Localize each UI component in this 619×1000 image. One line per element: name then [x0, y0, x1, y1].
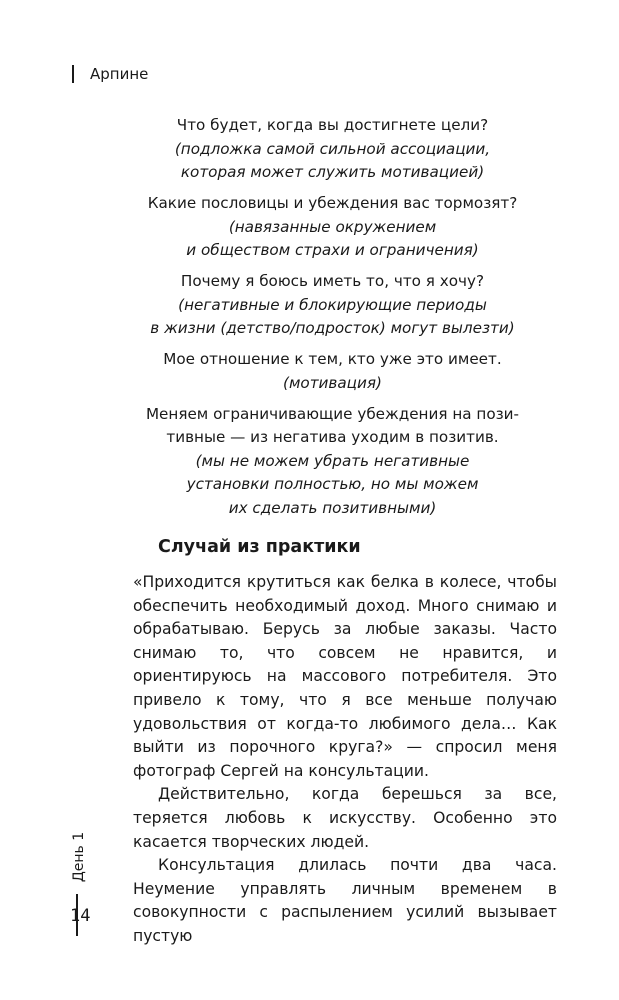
- paragraph: Консультация длилась почти два часа. Неумение управлять личным временем в совокупности с распылением усилий вызывает пустую: [133, 856, 557, 945]
- question-note-line: (негативные и блокирующие периоды: [178, 295, 487, 314]
- question-note-line: и обществом страхи и ограничения): [186, 241, 479, 259]
- question-item: [120, 114, 545, 185]
- beliefs-note-line: установки полностью, но мы можем: [186, 475, 479, 493]
- question-note-line: (подложка самой сильной ассоциации,: [174, 139, 491, 158]
- question-item: [120, 192, 545, 263]
- question-note-line: в жизни (детство/подросток) могут вылезти): [150, 319, 515, 337]
- running-title: Арпине: [90, 65, 149, 83]
- paragraph: Действительно, когда берешься за все, теряется любовь к искусству. Особенно это касается творческих людей.: [133, 785, 557, 851]
- question-text: Почему я боюсь иметь то, что я хочу?: [180, 272, 485, 290]
- paragraph: «Приходится крутиться как белка в колесе, чтобы обеспечить необходимый доход. Много снимаю и обрабатываю. Берусь за любые заказы. Часто снимаю то, что совсем не нравится, и ориентируюсь на массового потребителя. Это привело к тому, что я все меньше получаю удовольствия от когда-то любимого дела… Как выйти из порочного круга?» — спросил меня фотограф Сергей на консультации.: [133, 573, 557, 780]
- running-head-rule: [72, 65, 74, 83]
- question-note-line: которая может служить мотивацией): [180, 163, 485, 181]
- question-note-line: (мотивация): [283, 373, 382, 392]
- running-head: [72, 62, 148, 86]
- case-study-text: [133, 571, 557, 949]
- page-number: 14: [70, 906, 91, 926]
- question-text: Мое отношение к тем, кто уже это имеет.: [163, 350, 502, 368]
- beliefs-line: Меняем ограничивающие убеждения на пози-: [145, 404, 520, 423]
- beliefs-note-line: их сделать позитивными): [228, 498, 437, 517]
- beliefs-item: [120, 403, 545, 521]
- question-text: Что будет, когда вы достигнете цели?: [176, 116, 489, 134]
- section-heading: Случай из практики: [158, 537, 361, 557]
- beliefs-line: тивные — из негатива уходим в позитив.: [166, 428, 499, 446]
- question-list: [120, 114, 545, 528]
- chapter-label: День 1: [71, 831, 87, 883]
- question-item: [120, 270, 545, 341]
- question-text: Какие пословицы и убеждения вас тормозят?: [147, 194, 518, 212]
- beliefs-note-line: (мы не можем убрать негативные: [195, 451, 470, 470]
- question-item: [120, 348, 545, 395]
- question-note-line: (навязанные окружением: [228, 217, 437, 236]
- chapter-tab: [67, 822, 91, 892]
